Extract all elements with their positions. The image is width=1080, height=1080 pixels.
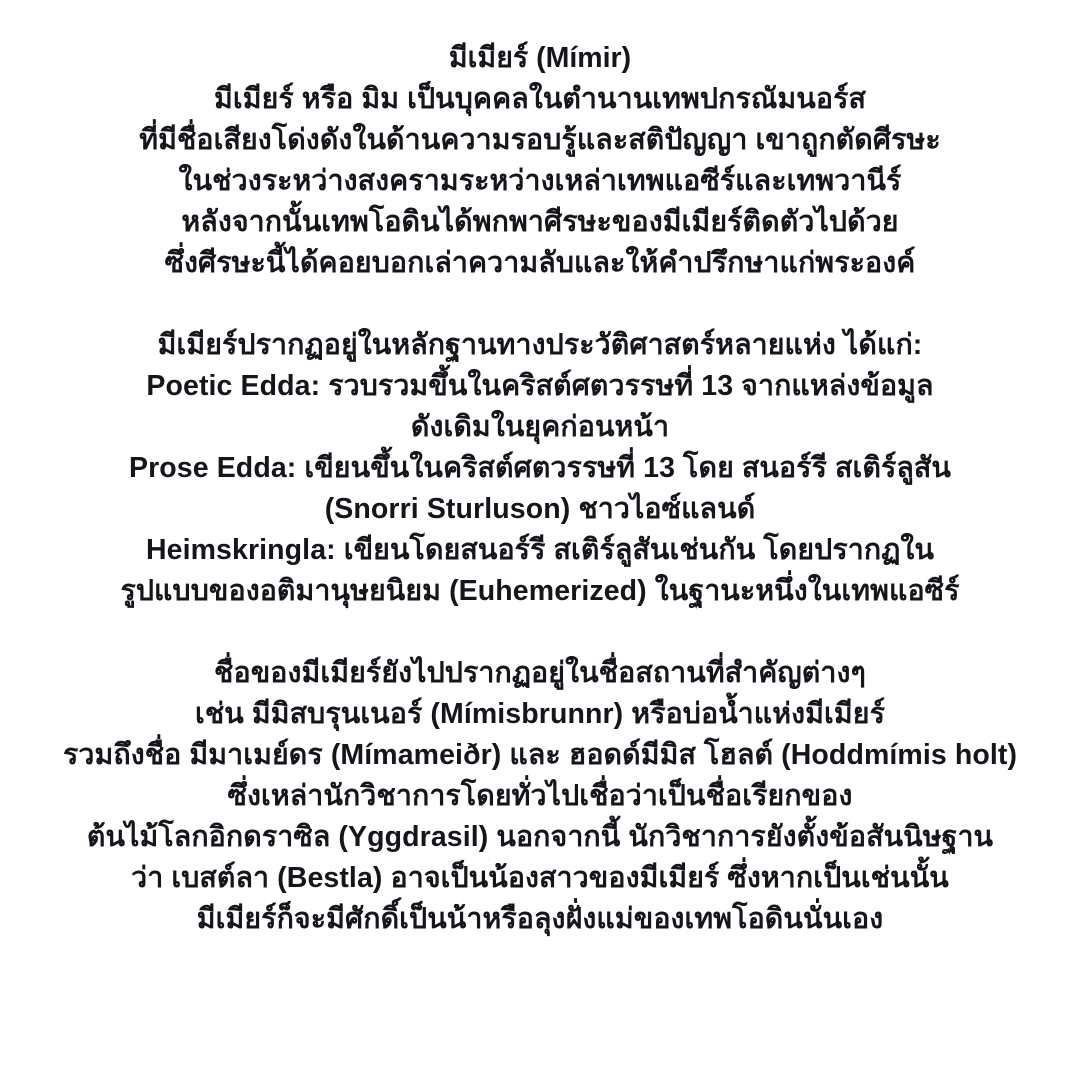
text-line: ดังเดิมในยุคก่อนหน้า [410, 411, 670, 443]
text-line: มีเมียร์ก็จะมีศักดิ์เป็นน้าหรือลุงฝั่งแม่ของเทพโอดินนั่นเอง [196, 903, 884, 935]
text-line: ชื่อของมีเมียร์ยังไปปรากฏอยู่ในชื่อสถานที่สำคัญต่างๆ [214, 657, 866, 689]
text-line: ในช่วงระหว่างสงครามระหว่างเหล่าเทพแอซีร์และเทพวานีร์ [178, 165, 902, 197]
page-title: มีเมียร์ (Mímir) [448, 42, 632, 74]
paragraph-sources [18, 325, 1062, 612]
text-line: รูปแบบของอติมานุษยนิยม (Euhemerized) ในฐานะหนึ่งในเทพแอซีร์ [120, 575, 960, 607]
text-line: (Snorri Sturluson) ชาวไอซ์แลนด์ [324, 493, 756, 525]
text-line: มีเมียร์ปรากฏอยู่ในหลักฐานทางประวัติศาสตร์หลายแห่ง ได้แก่: [157, 329, 923, 361]
text-line: Prose Edda: เขียนขึ้นในคริสต์ศตวรรษที่ 13 โดย สนอร์รี สเติร์ลูสัน [128, 452, 952, 484]
text-line: เช่น มีมิสบรุนเนอร์ (Mímisbrunnr) หรือบ่อน้ำแห่งมีเมียร์ [195, 698, 885, 730]
text-line: หลังจากนั้นเทพโอดินได้พกพาศีรษะของมีเมียร์ติดตัวไปด้วย [181, 206, 899, 238]
text-line: ต้นไม้โลกอิกดราซิล (Yggdrasil) นอกจากนี้ นักวิชาการยังตั้งข้อสันนิษฐาน [86, 821, 994, 853]
text-line: รวมถึงชื่อ มีมาเมย์ดร (Mímameiðr) และ ฮอดด์มีมิส โฮลต์ (Hoddmímis holt) [62, 739, 1018, 771]
text-line: ซึ่งเหล่านักวิชาการโดยทั่วไปเชื่อว่าเป็นชื่อเรียกของ [227, 780, 853, 812]
document-title-block [18, 38, 1062, 79]
text-line: Poetic Edda: รวบรวมขึ้นในคริสต์ศตวรรษที่ 13 จากแหล่งข้อมูล [146, 370, 934, 402]
text-line: ที่มีชื่อเสียงโด่งดังในด้านความรอบรู้และสติปัญญา เขาถูกตัดศีรษะ [139, 124, 941, 156]
text-line: มีเมียร์ หรือ มิม เป็นบุคคลในตำนานเทพปกรณัมนอร์ส [213, 83, 867, 115]
text-line: ซึ่งศีรษะนี้ได้คอยบอกเล่าความลับและให้คำปรึกษาแก่พระองค์ [164, 247, 916, 279]
text-line: ว่า เบสต์ลา (Bestla) อาจเป็นน้องสาวของมีเมียร์ ซึ่งหากเป็นเช่นนั้น [131, 862, 949, 894]
paragraph-placenames [18, 653, 1062, 940]
paragraph-intro [18, 79, 1062, 284]
text-line: Heimskringla: เขียนโดยสนอร์รี สเติร์ลูสันเช่นกัน โดยปรากฏใน [145, 534, 935, 566]
